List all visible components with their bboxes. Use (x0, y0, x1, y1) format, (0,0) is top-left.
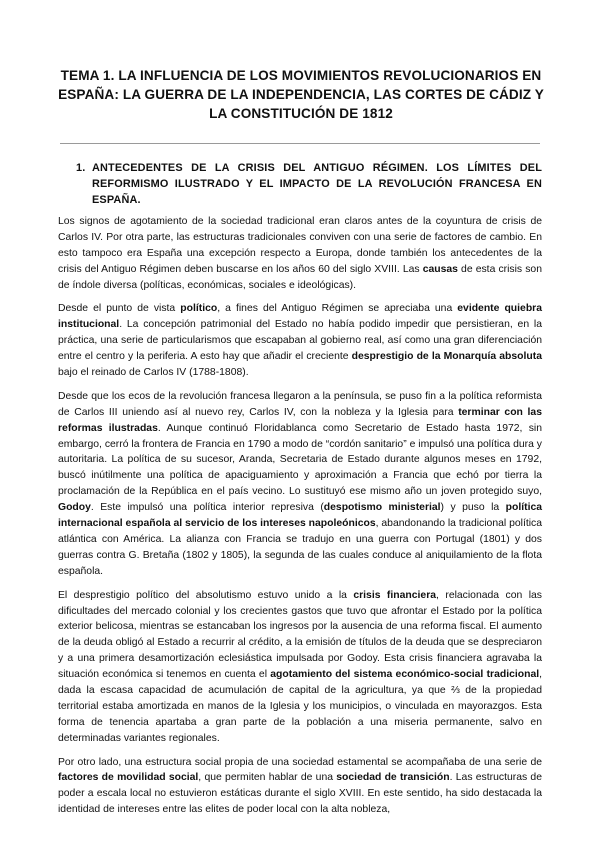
text-run: Desde el punto de vista (58, 303, 181, 315)
bold-phrase: terminar con las reformas ilustradas (58, 406, 542, 434)
bold-phrase: Godoy (58, 502, 91, 514)
text-run: Por otro lado, una estructura social propia de una sociedad estamental se acompañaba de una serie de (58, 756, 542, 768)
section-heading (76, 161, 542, 208)
text-run: ) y puso la (440, 502, 506, 514)
bold-phrase: despotismo ministerial (323, 502, 441, 514)
text-run: . La concepción patrimonial del Estado no había podido impedir que persistieran, en la práctica, una serie de particularismos que escapaban al gobierno real, así como una gran diferenciación entre el centro y la periferia. A esto hay que añadir el creciente (58, 319, 542, 363)
document-title: TEMA 1. LA INFLUENCIA DE LOS MOVIMIENTOS REVOLUCIONARIOS EN ESPAÑA: LA GUERRA DE LA INDEPENDENCIA, LAS CORTES DE CÁDIZ Y LA CONSTITUCIÓN DE 1812 (58, 68, 544, 121)
section-heading-text: ANTECEDENTES DE LA CRISIS DEL ANTIGUO RÉGIMEN. LOS LÍMITES DEL REFORMISMO ILUSTRADO Y EL IMPACTO DE LA REVOLUCIÓN FRANCESA EN ESPAÑA. (92, 162, 542, 206)
text-run: , dada la escasa capacidad de acumulación de capital de la agricultura, ya que ⅔ de la propiedad territorial estaba amortizada en manos de la Iglesia y los municipios, o vinculada en mayorazgos. Esta forma de tenencia apartaba a gran parte de la población a una miseria permanente, salvo en determinadas variantes regionales. (58, 669, 543, 744)
text-run: de esta crisis son de índole diversa (políticas, económicas, sociales e ideológicas). (58, 263, 542, 291)
bold-phrase: agotamiento del sistema económico-social tradicional (270, 669, 540, 681)
bold-phrase: causas (422, 263, 458, 275)
text-run: . Aunque continuó Floridablanca como Secretario de Estado hasta 1972, sin embargo, cerró la frontera de Francia en 1790 a modo de “cordón sanitario” e impulsó una política dura y autoritaria. La política de su sucesor, Aranda, Secretaria de Estado durante algunos meses en 1792, buscó inútilmente una política de apaciguamiento y aproximación a Francia que echó por tierra la proclamación de la República en el país vecino. Lo sustituyó ese mismo año un joven protegido suyo, (58, 422, 542, 498)
paragraph (58, 588, 542, 747)
paragraph (58, 755, 542, 819)
text-run: bajo el reinado de Carlos IV (1788-1808). (58, 367, 249, 379)
text-run: , que permiten hablar de una (198, 772, 337, 784)
section-number: 1. (76, 162, 86, 174)
bold-phrase: crisis financiera (353, 589, 437, 601)
paragraph (58, 214, 542, 294)
bold-phrase: factores de movilidad social (58, 772, 199, 784)
bold-phrase: política internacional española al servicio de los intereses napoleónicos (58, 502, 543, 530)
text-run: Los signos de agotamiento de la sociedad tradicional eran claros antes de la coyuntura de crisis de Carlos IV. Por otra parte, las estructuras tradicionales conviven con una serie de factores de cambio. En esto tampoco era España una excepción respecto a Europa, donde también los antecedentes de la crisis del Antiguo Régimen deben buscarse en los años 60 del siglo XVIII. Las (58, 216, 542, 275)
bold-phrase: sociedad de transición (336, 772, 450, 784)
paragraph (58, 389, 542, 580)
text-run: El desprestigio político del absolutismo estuvo unido a la (58, 589, 354, 601)
text-run: , a fines del Antiguo Régimen se apreciaba una (217, 303, 458, 315)
paragraph (58, 301, 542, 381)
text-run: Desde que los ecos de la revolución francesa llegaron a la península, se puso fin a la política reformista de Carlos III uniendo así al nuevo rey, Carlos IV, con la nobleza y la Iglesia para (58, 390, 542, 418)
bold-phrase: político (180, 303, 218, 315)
text-run: , abandonando la tradicional política atlántica con América. La alianza con Francia se tradujo en una guerra con Portugal (1801) y dos guerras contra G. Bretaña (1802 y 1805), la segunda de las cuales conduce al aniquilamiento de la flota española. (58, 518, 543, 577)
title-divider (60, 143, 540, 144)
text-run: , relacionada con las dificultades del mercado colonial y los crecientes gastos que tuvo que afrontar el Estado por la política exterior belicosa, mientras se estancaban los ingresos por la ausencia de una reforma fiscal. El aumento de la deuda obligó al Estado a recurrir al crédito, a la emisión de títulos de la deuda que se despreciaron y a una primera desamortización eclesiástica impulsada por Godoy. Esta crisis financiera agravaba la situación económica si tenemos en cuenta el (58, 589, 542, 681)
text-run: . Las estructuras de poder a escala local no estuvieron estáticas durante el siglo XVIII. En este sentido, ha sido destacada la identidad de intereses entre las elites de poder local con la alta nobleza, (58, 772, 542, 816)
bold-phrase: desprestigio de la Monarquía absoluta (351, 351, 542, 363)
text-run: . Este impulsó una política interior represiva ( (90, 502, 324, 514)
bold-phrase: evidente quiebra institucional (58, 303, 542, 331)
body-text (58, 214, 542, 826)
